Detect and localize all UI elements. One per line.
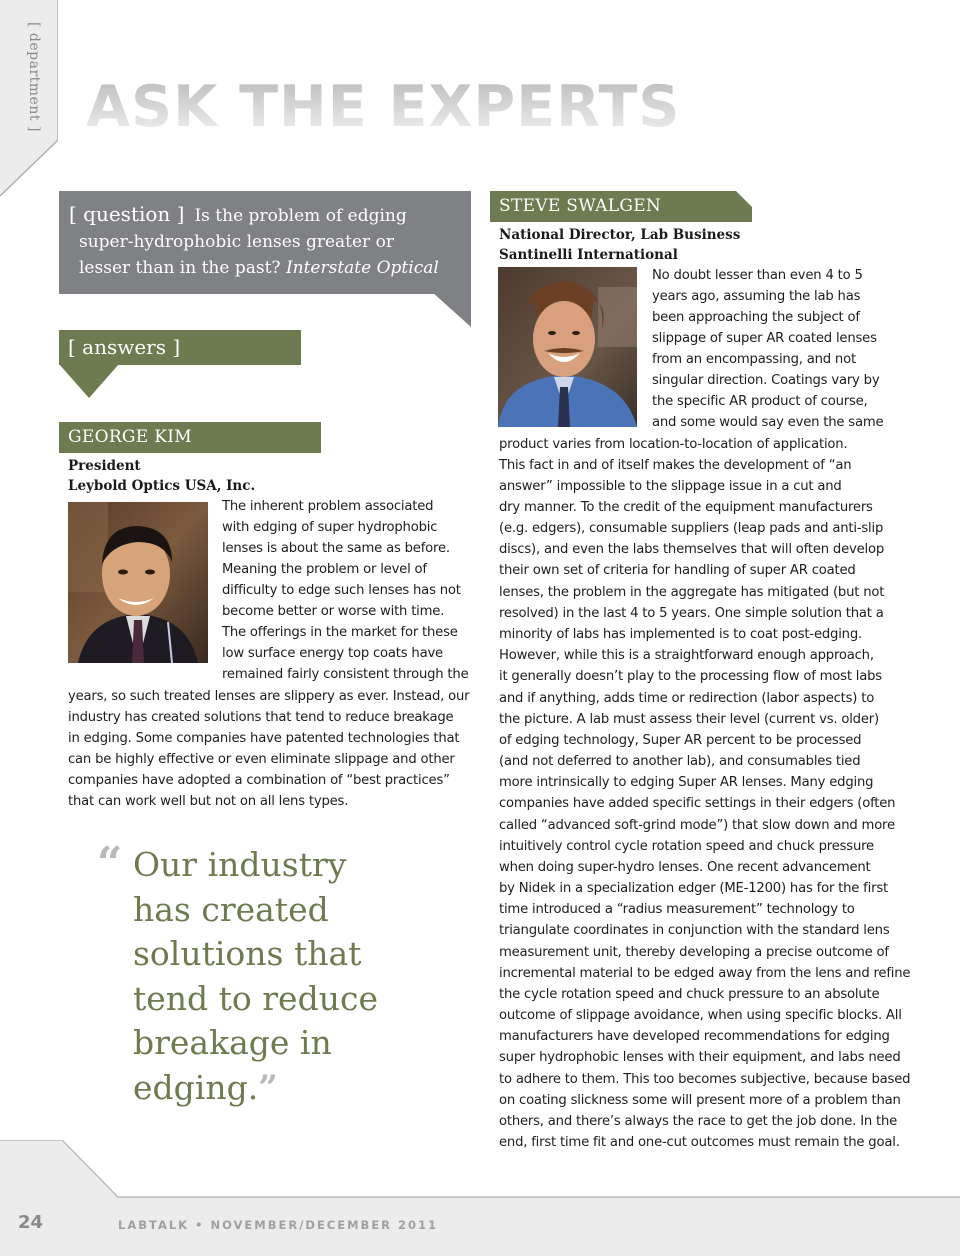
question-label: [ question ] — [69, 202, 185, 226]
expert2-line: on coating slickness some will present more of a problem than — [499, 1093, 901, 1108]
expert1-line: Meaning the problem or level of — [222, 562, 427, 577]
expert1-line: difficulty to edge such lenses has not — [222, 583, 461, 598]
expert2-line: companies have added specific settings in their edgers (often — [499, 796, 896, 811]
expert1-line: The inherent problem associated — [222, 499, 434, 514]
page-title: ASK THE EXPERTS — [86, 74, 681, 140]
expert2-line: product varies from location-to-location of application. — [499, 437, 848, 452]
pullquote-line: breakage in — [133, 1023, 332, 1062]
expert2-line: years ago, assuming the lab has — [652, 289, 861, 304]
expert2-line: (and not deferred to another lab), and consumables tied — [499, 754, 861, 769]
expert2-line: and some would say even the same — [652, 415, 884, 430]
pullquote-close-mark: ” — [258, 1067, 278, 1108]
expert1-photo — [68, 502, 208, 663]
expert2-line: from an encompassing, and not — [652, 352, 856, 367]
expert1-line: lenses is about the same as before. — [222, 541, 450, 556]
expert2-line: and if anything, adds time or redirection (labor aspects) to — [499, 691, 875, 706]
expert2-line: (e.g. edgers), consumable suppliers (leap pads and anti-slip — [499, 521, 884, 536]
answers-label: [ answers ] — [59, 330, 301, 365]
expert2-line: answer” impossible to the slippage issue in a cut and — [499, 479, 842, 494]
footer-magazine: LABTALK • NOVEMBER/DECEMBER 2011 — [118, 1218, 439, 1232]
question-line-3: lesser than in the past? — [79, 258, 281, 278]
expert2-line: minority of labs has implemented is to coat post-edging. — [499, 627, 862, 642]
expert2-line: super hydrophobic lenses with their equipment, and labs need — [499, 1050, 901, 1065]
expert2-line: the cycle rotation speed and chuck pressure to an absolute — [499, 987, 880, 1002]
question-line-2: super-hydrophobic lenses greater or — [79, 232, 394, 252]
expert2-line: more intrinsically to edging Super AR lenses. Many edging — [499, 775, 874, 790]
expert1-line: companies have adopted a combination of “best practices” — [68, 773, 450, 788]
expert2-line: intuitively control cycle rotation speed and chuck pressure — [499, 839, 874, 854]
expert1-company: Leybold Optics USA, Inc. — [68, 478, 256, 494]
expert2-line: discs), and even the labs themselves that will often develop — [499, 542, 885, 557]
expert2-line: incremental material to be edged away from the lens and refine — [499, 966, 911, 981]
pullquote-line: tend to reduce — [133, 978, 378, 1018]
expert2-line: measurement unit, thereby developing a precise outcome of — [499, 945, 889, 960]
expert2-line: outcome of slippage avoidance, when using specific blocks. All — [499, 1008, 902, 1023]
expert1-line: years, so such treated lenses are slippery as ever. Instead, our — [68, 689, 470, 704]
expert1-line: in edging. Some companies have patented technologies that — [68, 731, 460, 746]
expert2-line: their own set of criteria for handling of super AR coated — [499, 563, 856, 578]
expert1-line: low surface energy top coats have — [222, 646, 443, 661]
answers-tail — [59, 364, 121, 400]
expert2-line: No doubt lesser than even 4 to 5 — [652, 268, 863, 283]
question-box — [59, 191, 471, 294]
expert2-line: to adhere to them. This too becomes subjective, because based — [499, 1072, 911, 1087]
expert1-line: can be highly effective or even eliminate slippage and other — [68, 752, 455, 767]
expert1-line: with edging of super hydrophobic — [222, 520, 438, 535]
expert2-line: manufacturers have developed recommendations for edging — [499, 1029, 890, 1044]
expert2-line: others, and there’s always the race to get the job done. In the — [499, 1114, 898, 1129]
expert2-line: it generally doesn’t play to the processing flow of most labs — [499, 669, 882, 684]
expert1-role: President — [68, 458, 141, 474]
pullquote-line: solutions that — [133, 934, 362, 973]
expert2-photo — [498, 267, 637, 427]
expert2-line: been approaching the subject of — [652, 310, 860, 325]
expert2-line: triangulate coordinates in conjunction with the standard lens — [499, 923, 890, 938]
expert2-company: Santinelli International — [499, 247, 678, 263]
department-label: [ department ] — [26, 22, 42, 132]
expert2-line: when doing super-hydro lenses. One recent advancement — [499, 860, 871, 875]
page-number: 24 — [18, 1212, 44, 1233]
expert2-role: National Director, Lab Business — [499, 227, 741, 243]
question-text: Is the problem of edging — [194, 206, 407, 226]
expert2-name-bar-edge — [735, 191, 753, 222]
expert2-line: of edging technology, Super AR percent to be processed — [499, 733, 862, 748]
expert2-line: slippage of super AR coated lenses — [652, 331, 877, 346]
expert2-line: the specific AR product of course, — [652, 394, 868, 409]
expert1-line: remained fairly consistent through the — [222, 667, 469, 682]
question-box-tail — [432, 292, 472, 328]
expert2-line: by Nidek in a specialization edger (ME-1200) has for the first — [499, 881, 888, 896]
expert2-line: However, while this is a straightforward enough approach, — [499, 648, 874, 663]
expert2-name-bar: STEVE SWALGEN — [490, 191, 736, 222]
pullquote-line: edging. — [133, 1067, 259, 1107]
expert1-line: industry has created solutions that tend to reduce breakage — [68, 710, 454, 725]
expert1-line: The offerings in the market for these — [222, 625, 458, 640]
expert1-name-bar: GEORGE KIM — [59, 422, 321, 453]
pullquote-line: Our industry — [133, 845, 347, 884]
expert2-line: end, first time fit and one-cut outcomes must remain the goal. — [499, 1135, 900, 1150]
expert2-line: singular direction. Coatings vary by — [652, 373, 880, 388]
expert2-line: resolved) in the last 4 to 5 years. One simple solution that a — [499, 606, 884, 621]
expert1-name-bar-edge — [306, 422, 322, 453]
footer-band — [0, 1140, 960, 1256]
pullquote-open-mark: “ — [97, 838, 123, 889]
expert2-line: time introduced a “radius measurement” technology to — [499, 902, 855, 917]
question-source: Interstate Optical — [285, 258, 439, 278]
expert2-line: the picture. A lab must assess their level (current vs. older) — [499, 712, 879, 727]
expert2-line: dry manner. To the credit of the equipment manufacturers — [499, 500, 873, 515]
pullquote — [133, 843, 423, 1110]
expert2-line: lenses, the problem in the aggregate has mitigated (but not — [499, 585, 885, 600]
expert1-line: that can work well but not on all lens types. — [68, 794, 349, 809]
expert2-line: This fact in and of itself makes the development of “an — [499, 458, 852, 473]
pullquote-line: has created — [133, 889, 329, 929]
expert1-line: become better or worse with time. — [222, 604, 445, 619]
expert2-line: called “advanced soft-grind mode”) that slow down and more — [499, 818, 895, 833]
